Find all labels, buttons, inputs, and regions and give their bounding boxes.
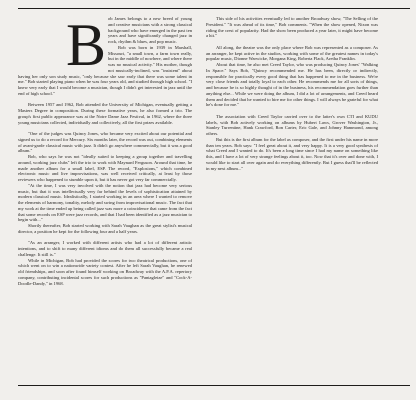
paragraph: "One of the judges was Quincy Jones, who became very excited about our potential and signed us to do a record for Mercury. Six months later, the record was out, combining elements of avant-garde classical music with jazz. It didn't go anywhere commercially, but it was a good album." — [18, 131, 192, 154]
right-column — [206, 16, 378, 171]
top-rule — [18, 8, 410, 9]
paragraph: Bob was born in 1939 in Marshall, Missouri, "a small town, a farm town really, but in the middle of nowhere, and where there was no musical activity." His mother, though not musically-inclined, was "insistent" about having her only son study music, "only because she saw early that there was some talent in me." Bob started playing piano when he was four years old, and studied through high school. "I knew very early that I would become a musician, though I didn't get interested in jazz until the end of high school." — [18, 44, 192, 96]
paragraph: About that time, he also met Creed Taylor, who was producing Quincy Jones' "Walking In Space." Says Bob, "Quincy recommended me. He has been, directly or indirectly, responsible for practically every good thing that has happened to me in the business. We're very close friends and totally loyal to each other. He recommends me for all sorts of things, and because he is so highly thought of in the business, his recommendation goes further than anything else... While we were doing the album, I did a lot of arrangements, and Creed heard them and decided that he wanted to hire me for other things. I will always be grateful for what he's done for me." — [206, 62, 378, 108]
paragraph: Between 1957 and 1962, Bob attended the University of Michigan, eventually getting a Masters Degree in composition. During these formative years, he also formed a trio. The group's first public appearance was at the Notre Dame Jazz Festival, in 1962, where the three young musicians collected, individually and collectively, all the first prizes available. — [18, 102, 192, 125]
paragraph: "As an arranger, I worked with different artists who had a lot of different artistic intentions, and to shift to many different idioms and do them all successfully became a real challenge. It still is." — [18, 240, 192, 257]
paragraph: This side of his activities eventually led to another Broadway show, "The Selling of the President." "It was ahead of its time," Bob comments. "When the show opened, Nixon was riding the crest of popularity. Had the show been produced a year later, it might have become a hit." — [206, 16, 378, 39]
drop-cap: B — [66, 12, 107, 78]
paragraph: But this is the first album for the label as composer, and the first under his name in more than ten years. Bob says: "I feel great about it, and very happy. It is a very good synthesis of what Creed and I wanted to do. It's been a long time since I had my name on something like this, and I have a lot of very strange feelings about it, too. Now that it's over and done with, I would like to start all over again and do everything differently. But I guess that'll be reflected in my next album..." — [206, 136, 378, 171]
paragraph: All along, the theatre was the only place where Bob was represented as a composer. As an arranger, he kept active in the studios, working with some of the greatest names in today's popular music, Dionne Warwicke, Morgana King, Roberta Flack, Aretha Franklin. — [206, 44, 378, 62]
paragraph: Shortly thereafter, Bob started working with Sarah Vaughan as the great stylist's musical director, a position he kept for the following four and a half years. — [18, 223, 192, 234]
paragraph: "At the time, I was very involved with the notion that jazz had become very serious music, but that it was intellectually very far behind the levels of sophistication attained by modern classical music. Idealistically, I started working in an area where I wanted to remove the elements of harmony, tonality, melody and swing from improvisational music. The fact that my work at the time ended up being called jazz was more a coincidence that came from the fact that some records on ESP were jazz records, and that I had been identified as a jazz musician to begin with..." — [18, 182, 192, 223]
paragraph: While in Michigan, Bob had provided the scores for two theatrical productions, one of which went on to win a nationwide variety contest. After he left Sarah Vaughan, he renewed old friendships, and soon after found himself working on Broadway with the A.P.A. repertory company, contributing incidental scores for such productions as "Pantagleize" and "Cock-A-Doodle-Dandy," in 1968. — [18, 257, 192, 286]
left-column — [18, 12, 192, 286]
liner-notes-page — [18, 8, 410, 392]
paragraph: Bob, who says he was not "ideally suited to keeping a group together and travelling around, working jazz clubs" left the trio to work with Maynard Ferguson. Around that time, he made another album for a small label, ESP. The record, "Explosions," which combined electronic music and live improvisations, was well received critically, at least by those reviewers who happened to stumble upon it, but it has never got very far commercially. — [18, 154, 192, 182]
bottom-rule — [18, 385, 410, 386]
paragraph: The association with Creed Taylor carried over to the latter's own CTI and KUDU labels, with Bob actively working on albums by Hubert Laws, Grover Washington, Jr., Stanley Turrentine, Hank Crawford, Ron Carter, Eric Gale, and Johnny Hammond, among others. — [206, 113, 378, 136]
paragraph: ob James belongs to a new breed of young and creative musicians with a strong classical background who have emerged in the past ten years and have significantly changed jazz in rock, rhythm & blues, and pop music. — [108, 16, 192, 44]
